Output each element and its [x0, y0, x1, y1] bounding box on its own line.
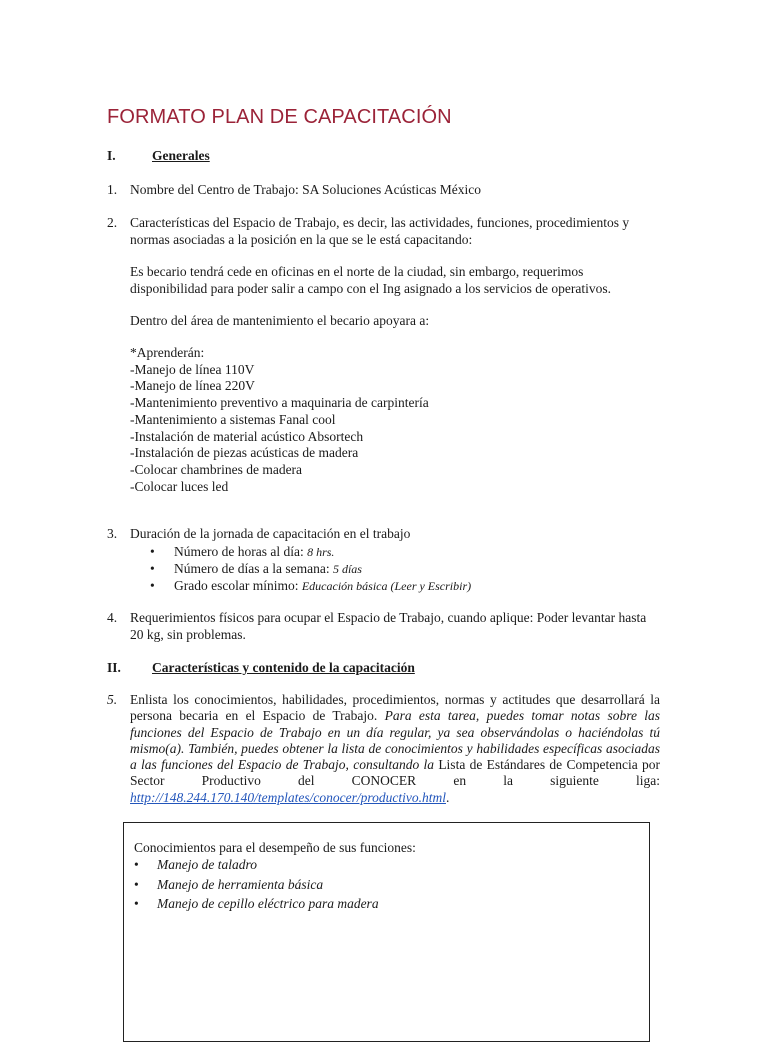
list-item: -Colocar luces led: [130, 478, 229, 494]
bullet-icon: •: [134, 857, 139, 872]
item-1-number: 1.: [107, 182, 118, 197]
section-1-number: I.: [107, 148, 116, 163]
item-1-text: Nombre del Centro de Trabajo: SA Soluciones Acústicas México: [130, 182, 481, 197]
item-2-line-2: normas asociadas a la posición en la que se le está capacitando:: [130, 231, 473, 247]
item-5-reference: Lista de Estándares de Competencia por Sector Productivo del CONOCER en la siguiente liga:: [130, 757, 660, 789]
list-item: -Manejo de línea 110V: [130, 361, 255, 377]
list-item: [134, 857, 416, 877]
item-2-paragraph-2: Dentro del área de mantenimiento el becario apoyara a:: [130, 313, 430, 328]
item-2-paragraph-1-line-2: disponibilidad para poder salir a campo con el Ing asignado a los servicios de operativos.: [130, 280, 611, 296]
bullet-icon: •: [150, 578, 155, 593]
item-4-number: 4.: [107, 610, 118, 625]
list-item: [150, 577, 650, 594]
section-2-number: II.: [107, 660, 121, 675]
knowledge-item: Manejo de herramienta básica: [157, 876, 324, 892]
list-item: -Colocar chambrines de madera: [130, 461, 303, 477]
list-item: [134, 877, 416, 897]
list-item: [134, 896, 416, 916]
item-5-end: .: [445, 789, 450, 805]
list-item: -Mantenimiento preventivo a maquinaria de carpintería: [130, 395, 429, 411]
list-item: -Mantenimiento a sistemas Fanal cool: [130, 411, 336, 427]
list-item: *Aprenderán:: [130, 345, 205, 360]
knowledge-box-content: [134, 839, 416, 916]
hours-label: Número de horas al día:: [174, 544, 308, 559]
education-value: Educación básica (Leer y Escribir): [301, 579, 472, 593]
conocer-link[interactable]: http://148.244.170.140/templates/conocer/productivo.html: [130, 789, 446, 805]
knowledge-item: Manejo de taladro: [157, 857, 257, 872]
list-item: -Instalación de material acústico Absortech: [130, 428, 364, 444]
knowledge-box: [123, 822, 650, 1042]
item-4-line-2: 20 kg, sin problemas.: [130, 626, 246, 642]
item-2-paragraph-1: [130, 264, 611, 297]
bullet-icon: •: [150, 561, 155, 576]
item-2-line-1: Características del Espacio de Trabajo, es decir, las actividades, funciones, procedimientos y: [130, 215, 630, 230]
bullet-icon: •: [134, 876, 139, 892]
item-5-text: [130, 692, 660, 806]
bullet-icon: •: [150, 544, 155, 559]
item-5-number: 5.: [107, 692, 118, 707]
hours-value: 8 hrs.: [307, 545, 335, 559]
item-4-text: [130, 610, 646, 643]
list-item: [150, 560, 650, 577]
item-4-line-1: Requerimientos físicos para ocupar el Espacio de Trabajo, cuando aplique: Poder levantar hasta: [130, 610, 647, 625]
list-item: -Manejo de línea 220V: [130, 378, 255, 394]
item-2-text: [130, 215, 629, 248]
item-2-number: 2.: [107, 215, 118, 230]
section-1-heading: Generales: [152, 148, 210, 163]
item-2-paragraph-1-line-1: Es becario tendrá cede en oficinas en el norte de la ciudad, sin embargo, requerimos: [130, 264, 584, 279]
section-2-heading: Características y contenido de la capacitación: [152, 660, 415, 675]
education-label: Grado escolar mínimo:: [174, 578, 302, 593]
document-title: FORMATO PLAN DE CAPACITACIÓN: [107, 106, 452, 128]
days-label: Número de días a la semana:: [174, 561, 333, 576]
knowledge-item: Manejo de cepillo eléctrico para madera: [157, 896, 379, 911]
item-3-text: Duración de la jornada de capacitación en el trabajo: [130, 526, 411, 541]
list-item: -Instalación de piezas acústicas de madera: [130, 445, 359, 461]
knowledge-box-header: Conocimientos para el desempeño de sus funciones:: [134, 840, 416, 855]
list-item: [150, 543, 650, 560]
item-3-number: 3.: [107, 526, 118, 541]
learning-list: [130, 345, 429, 495]
bullet-icon: •: [134, 896, 139, 911]
item-5-intro: Enlista los conocimientos, habilidades, procedimientos, normas y actitudes que desarrollará la persona becaria en el Espacio de Trabajo.: [130, 692, 660, 724]
days-value: 5 días: [332, 562, 362, 576]
item-5-instructions: Para esta tarea, puedes tomar notas sobre las funciones del Espacio de Trabajo en un día regular, ya sea observándolas o haciéndolas tú mismo(a). También, puedes obtener la lista de conocimientos y habilidades específicas asociadas a las funciones del Espacio de Trabajo, consultando la: [130, 708, 660, 773]
